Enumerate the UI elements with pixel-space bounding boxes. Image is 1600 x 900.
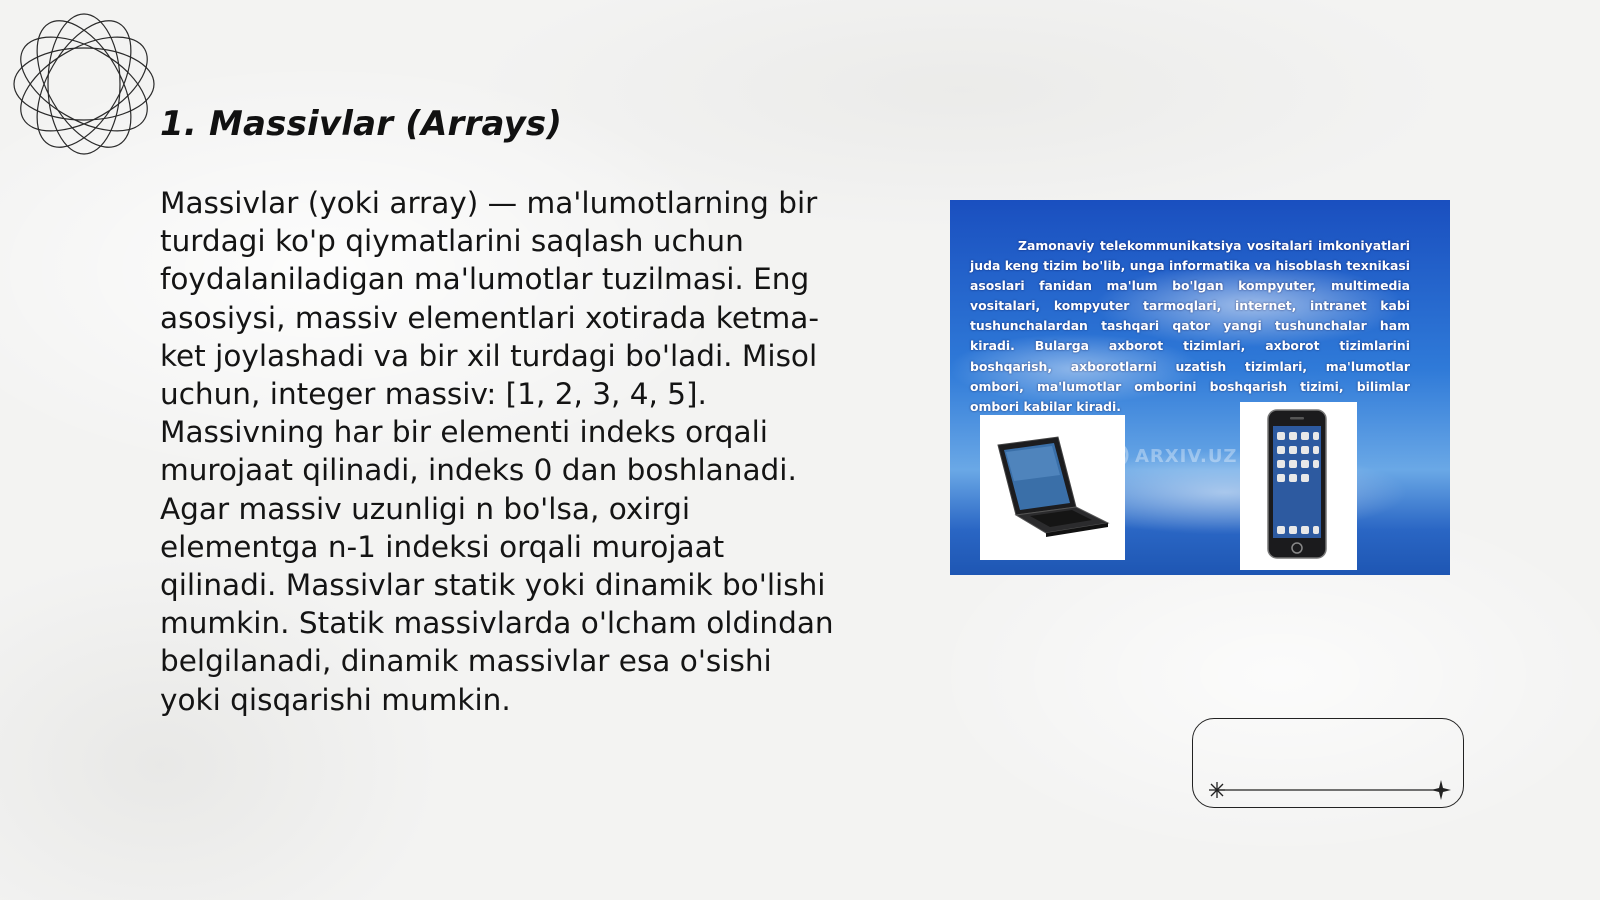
- laptop-image: [980, 415, 1125, 560]
- smartphone-icon: [1240, 402, 1357, 570]
- picture-caption-text: Zamonaviy telekommunikatsiya vositalari imkoniyatlari juda keng tizim bo'lib, unga informatika va hisoblash texnikasi asoslari fanidan ma'lum bo'lgan kompyuter, multimedia vositalari, kompyuter tarmoqlari, internet, intranet kabi tushunchalardan tashqari qator yangi tushunchalar ham kiradi. Bularga axborot tizimlari, axborot tizimlarini boshqarish, axborotlarni uzatish tizimlari, ma'lumotlar ombori, ma'lumotlar omborini boshqarish tizimi, bilimlar ombori kabilar kiradi.: [970, 238, 1410, 414]
- slide-body-text: Massivlar (yoki array) — ma'lumotlarning bir turdagi ko'p qiymatlarini saqlash uchun foydalaniladigan ma'lumotlar tuzilmasi. Eng asosiysi, massiv elementlari xotirada ketma- ket joylashadi va bir xil turdagi bo'ladi. Misol uchun, integer massiv: [1, 2, 3, 4, 5]. Massivning har bir elementi indeks orqali murojaat qilinadi, indeks 0 dan boshlanadi. Agar massiv uzunligi n bo'lsa, oxirgi elementga n-1 indeksi orqali murojaat qilinadi. Massivlar statik yoki dinamik bo'lishi mumkin. Statik massivlarda o'lcham oldindan belgilanadi, dinamik massivlar esa o'sishi yoki qisqarishi mumkin.: [160, 186, 834, 717]
- smartphone-image: [1240, 402, 1357, 570]
- laptop-icon: [980, 415, 1125, 560]
- slide-title: 1. Massivlar (Arrays): [160, 104, 563, 144]
- illustration-picture: [950, 200, 1450, 575]
- sparkle-line-icon: [1205, 778, 1455, 802]
- magnifier-icon: [1095, 438, 1135, 478]
- spirograph-orb-icon: [10, 10, 158, 158]
- watermark: [1095, 438, 1255, 478]
- watermark-text: ARXIV.UZ: [1135, 446, 1238, 467]
